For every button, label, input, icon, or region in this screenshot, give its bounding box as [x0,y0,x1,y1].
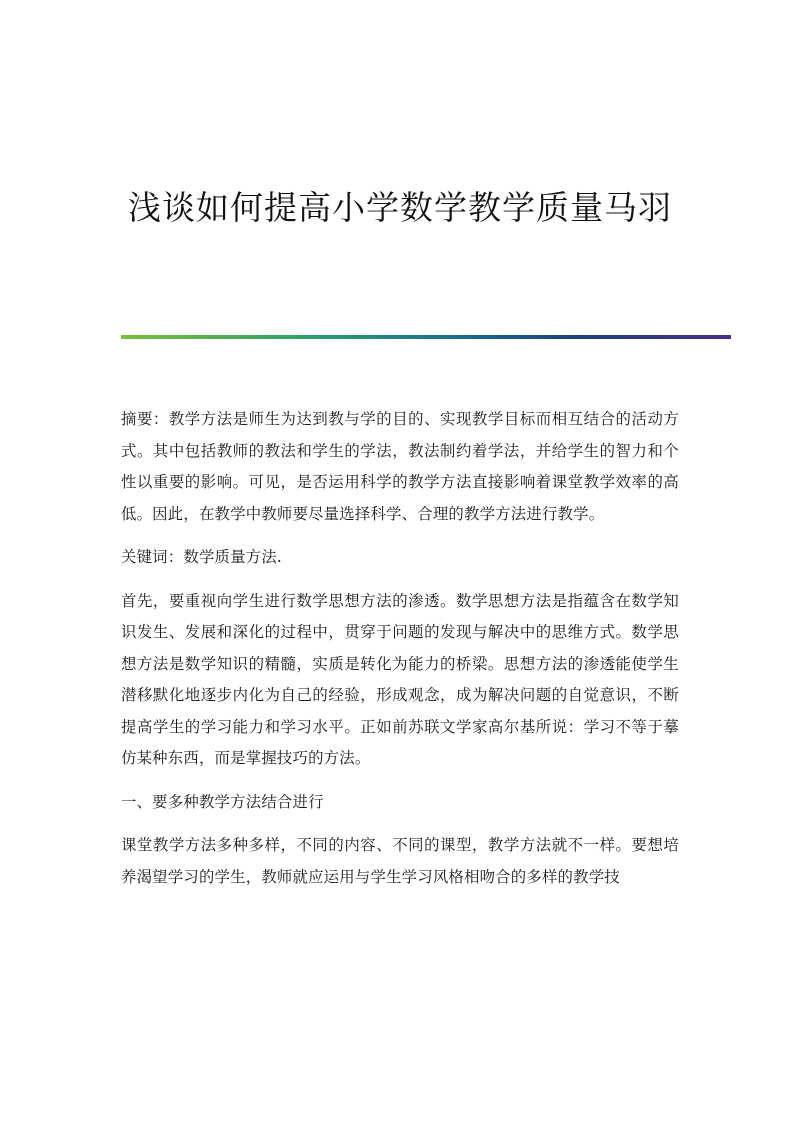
document-title: 浅谈如何提高小学数学教学质量马羽 [128,188,672,227]
body-paragraph: 课堂教学方法多种多样，不同的内容、不同的课型，教学方法就不一样。要想培养渴望学习的学生，教师就应运用与学生学习风格相吻合的多样的教学技 [121,836,679,886]
gradient-divider [121,335,731,339]
document-body [121,404,679,893]
abstract-paragraph: 摘要：教学方法是师生为达到教与学的目的、实现教学目标而相互结合的活动方式。其中包括教师的教法和学生的学法，教法制约着学法，并给学生的智力和个性以重要的影响。可见，是否运用科学的教学方法直接影响着课堂教学效率的高低。因此，在教学中教师要尽量选择科学、合理的教学方法进行教学。 [121,410,679,523]
keywords-paragraph: 关键词：数学质量方法. [121,548,282,566]
section-heading: 一、要多种教学方法结合进行 [121,792,324,811]
body-paragraph: 首先，要重视向学生进行数学思想方法的渗透。数学思想方法是指蕴含在数学知识发生、发展和深化的过程中，贯穿于问题的发现与解决中的思维方式。数学思想方法是数学知识的精髓，实质是转化为能力的桥梁。思想方法的渗透能使学生潜移默化地逐步内化为自己的经验，形成观念，成为解决问题的自觉意识，不断提高学生的学习能力和学习水平。正如前苏联文学家高尔基所说：学习不等于摹仿某种东西，而是掌握技巧的方法。 [121,591,679,767]
